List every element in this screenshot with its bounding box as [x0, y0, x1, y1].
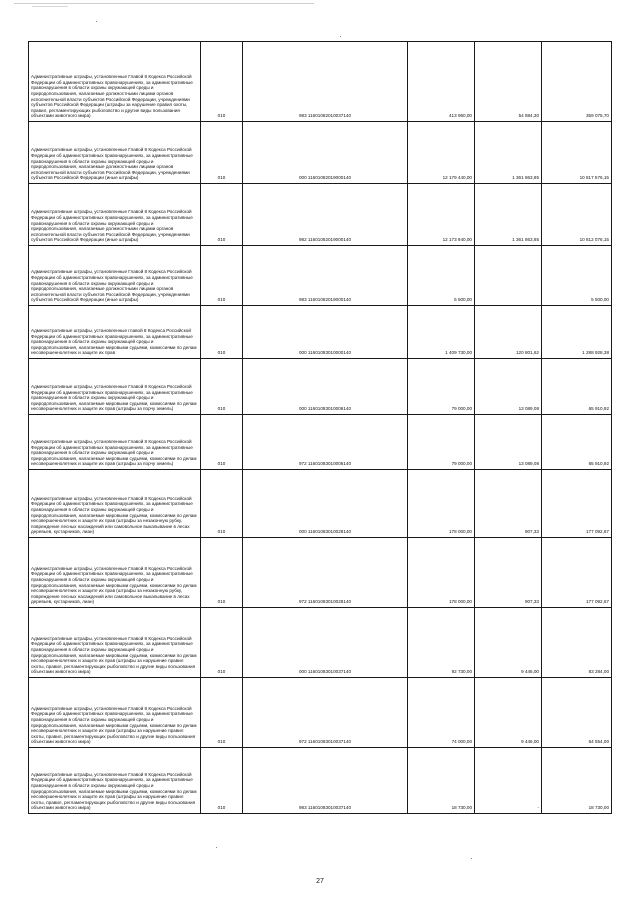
budget-classification-code-cell: 000 11601083010028140 [243, 470, 408, 538]
approved-amount-cell: 79 000,00 [408, 415, 475, 470]
income-name-cell: Административные штрафы, установленные Главой 8 Кодекса Российской Федерации об административных правонарушениях, за административные правонарушения в области охраны окружающей среды и природопользования, налагаемые должностными лицами органов исполнительной власти субъектов Российской Федерации, учреждениями субъектов Российской Федерации (иные штрафы) [29, 246, 201, 306]
executed-amount-cell: 1 361 863,85 [475, 184, 542, 246]
unexecuted-amount-cell: 83 284,00 [542, 608, 612, 678]
unexecuted-amount-cell: 10 817 576,15 [542, 122, 612, 184]
table-row [29, 42, 612, 122]
approved-amount-cell: 79 000,00 [408, 359, 475, 415]
approved-amount-cell: 178 000,00 [408, 538, 475, 608]
scan-top-rule-short [32, 6, 68, 7]
table-row [29, 608, 612, 678]
budget-classification-code-cell: 000 11601082019000140 [243, 122, 408, 184]
executed-amount-cell: 907,33 [475, 538, 542, 608]
approved-amount-cell: 12 173 940,00 [408, 184, 475, 246]
executed-amount-cell [475, 246, 542, 306]
budget-classification-code-cell: 000 11601083010006140 [243, 359, 408, 415]
executed-amount-cell: 120 801,62 [475, 306, 542, 359]
income-name-cell: Административные штрафы, установленные Главой 8 Кодекса Российской Федерации об административных правонарушениях, за административные правонарушения в области охраны окружающей среды и природопользования, налагаемые должностными лицами органов исполнительной власти субъектов Российской Федерации, учреждениями субъектов Российской Федерации (иные штрафы) [29, 122, 201, 184]
scan-speck [216, 847, 217, 848]
line-code-cell: 010 [201, 748, 243, 814]
unexecuted-amount-cell: 1 288 928,38 [542, 306, 612, 359]
income-name-cell: Административные штрафы, установленные Главой 8 Кодекса Российской Федерации об административных правонарушениях, за административные правонарушения в области охраны окружающей среды и природопользования, налагаемые мировыми судьями, комиссиями по делам несовершеннолетних и защите их прав (штрафы за нарушение правил охоты, правил, регламентирующих рыболовство и другие виды пользования объектами животного мира) [29, 678, 201, 748]
executed-amount-cell: 13 089,08 [475, 359, 542, 415]
scan-top-rule [14, 3, 314, 4]
line-code-cell: 010 [201, 122, 243, 184]
unexecuted-amount-cell: 64 554,00 [542, 678, 612, 748]
line-code-cell: 010 [201, 538, 243, 608]
page-number: 27 [316, 878, 324, 885]
table-row [29, 538, 612, 608]
approved-amount-cell: 1 409 730,00 [408, 306, 475, 359]
approved-amount-cell: 413 960,00 [408, 42, 475, 122]
table-row [29, 359, 612, 415]
income-name-cell: Административные штрафы, установленные Главой 8 Кодекса Российской Федерации об административных правонарушениях, за административные правонарушения в области охраны окружающей среды и природопользования, налагаемые мировыми судьями, комиссиями по делам несовершеннолетних и защите их прав (штрафы за незаконную рубку, повреждение лесных насаждений или самовольное выкапывание в лесах деревьев, кустарников, лиан) [29, 538, 201, 608]
line-code-cell: 010 [201, 678, 243, 748]
line-code-cell: 010 [201, 246, 243, 306]
executed-amount-cell: 9 446,00 [475, 678, 542, 748]
income-name-cell: Административные штрафы, установленные Главой 8 Кодекса Российской Федерации об административных правонарушениях, за административные правонарушения в области охраны окружающей среды и природопользования, налагаемые мировыми судьями, комиссиями по делам несовершеннолетних и защите их прав (штрафы за порчу земель) [29, 359, 201, 415]
table-row [29, 678, 612, 748]
approved-amount-cell: 92 730,00 [408, 608, 475, 678]
approved-amount-cell: 5 500,00 [408, 246, 475, 306]
table-row [29, 748, 612, 814]
income-name-cell: Административные штрафы, установленные Главой 8 Кодекса Российской Федерации об административных правонарушениях, за административные правонарушения в области охраны окружающей среды и природопользования, налагаемые мировыми судьями, комиссиями по делам несовершеннолетних и защите их прав (штрафы за нарушение правил охоты, правил, регламентирующих рыболовство и другие виды пользования объектами животного мира) [29, 748, 201, 814]
income-name-cell: Административные штрафы, установленные Главой 8 Кодекса Российской Федерации об административных правонарушениях, за административные правонарушения в области охраны окружающей среды и природопользования, налагаемые должностными лицами органов исполнительной власти субъектов Российской Федерации, учреждениями субъектов Российской Федерации (штрафы за нарушение правил охоты, правил, регламентирующих рыболовство и другие виды пользования объектами животного мира) [29, 42, 201, 122]
budget-classification-code-cell: 983 11601083010037140 [243, 748, 408, 814]
scan-speck [340, 36, 341, 37]
approved-amount-cell: 18 730,00 [408, 748, 475, 814]
approved-amount-cell: 74 000,00 [408, 678, 475, 748]
budget-classification-code-cell: 983 11601082019000140 [243, 246, 408, 306]
unexecuted-amount-cell: 10 812 076,15 [542, 184, 612, 246]
line-code-cell: 010 [201, 306, 243, 359]
unexecuted-amount-cell: 177 092,67 [542, 538, 612, 608]
table-row [29, 306, 612, 359]
executed-amount-cell: 1 361 863,85 [475, 122, 542, 184]
budget-classification-code-cell: 000 11601083010037140 [243, 608, 408, 678]
budget-classification-code-cell: 983 11601082010037140 [243, 42, 408, 122]
scan-speck [471, 858, 472, 859]
income-name-cell: Административные штрафы, установленные главой 8 Кодекса Российской Федерации об административных правонарушениях, за административные правонарушения в области охраны окружающей среды и природопользования, налагаемые мировыми судьями, комиссиями по делам несовершеннолетних и защите их прав [29, 306, 201, 359]
line-code-cell: 010 [201, 42, 243, 122]
table-row [29, 470, 612, 538]
unexecuted-amount-cell: 65 910,92 [542, 415, 612, 470]
table-row [29, 184, 612, 246]
unexecuted-amount-cell: 18 730,00 [542, 748, 612, 814]
table-row [29, 122, 612, 184]
scan-speck [96, 21, 97, 22]
executed-amount-cell: 13 089,08 [475, 415, 542, 470]
unexecuted-amount-cell: 65 910,92 [542, 359, 612, 415]
executed-amount-cell: 907,33 [475, 470, 542, 538]
line-code-cell: 010 [201, 359, 243, 415]
executed-amount-cell: 54 884,30 [475, 42, 542, 122]
income-name-cell: Административные штрафы, установленные Главой 8 Кодекса Российской Федерации об административных правонарушениях, за административные правонарушения в области охраны окружающей среды и природопользования, налагаемые мировыми судьями, комиссиями по делам несовершеннолетних и защите их прав (штрафы за порчу земель) [29, 415, 201, 470]
budget-classification-code-cell: 972 11601083010006140 [243, 415, 408, 470]
table-row [29, 415, 612, 470]
unexecuted-amount-cell: 177 092,67 [542, 470, 612, 538]
executed-amount-cell: 9 446,00 [475, 608, 542, 678]
unexecuted-amount-cell: 5 500,00 [542, 246, 612, 306]
budget-classification-code-cell: 000 11601083010000140 [243, 306, 408, 359]
budget-execution-table [28, 41, 612, 814]
executed-amount-cell: - [475, 748, 542, 814]
line-code-cell: 010 [201, 415, 243, 470]
income-name-cell: Административные штрафы, установленные Главой 8 Кодекса Российской Федерации об административных правонарушениях, за административные правонарушения в области охраны окружающей среды и природопользования, налагаемые должностными лицами органов исполнительной власти субъектов Российской Федерации, учреждениями субъектов Российской Федерации (иные штрафы) [29, 184, 201, 246]
approved-amount-cell: 12 179 440,00 [408, 122, 475, 184]
budget-classification-code-cell: 972 11601083010037140 [243, 678, 408, 748]
income-name-cell: Административные штрафы, установленные Главой 8 Кодекса Российской Федерации об административных правонарушениях, за административные правонарушения в области охраны окружающей среды и природопользования, налагаемые мировыми судьями, комиссиями по делам несовершеннолетних и защите их прав (штрафы за незаконную рубку, повреждение лесных насаждений или самовольное выкапывание в лесах деревьев, кустарников, лиан) [29, 470, 201, 538]
line-code-cell: 010 [201, 470, 243, 538]
line-code-cell: 010 [201, 608, 243, 678]
table-row [29, 246, 612, 306]
budget-classification-code-cell: 982 11601082019000140 [243, 184, 408, 246]
approved-amount-cell: 178 000,00 [408, 470, 475, 538]
unexecuted-amount-cell: 359 075,70 [542, 42, 612, 122]
income-name-cell: Административные штрафы, установленные Главой 8 Кодекса Российской Федерации об административных правонарушениях, за административные правонарушения в области охраны окружающей среды и природопользования, налагаемые мировыми судьями, комиссиями по делам несовершеннолетних и защите их прав (штрафы за нарушение правил охоты, правил, регламентирующих рыболовство и другие виды пользования объектами животного мира) [29, 608, 201, 678]
budget-classification-code-cell: 972 11601083010028140 [243, 538, 408, 608]
line-code-cell: 010 [201, 184, 243, 246]
